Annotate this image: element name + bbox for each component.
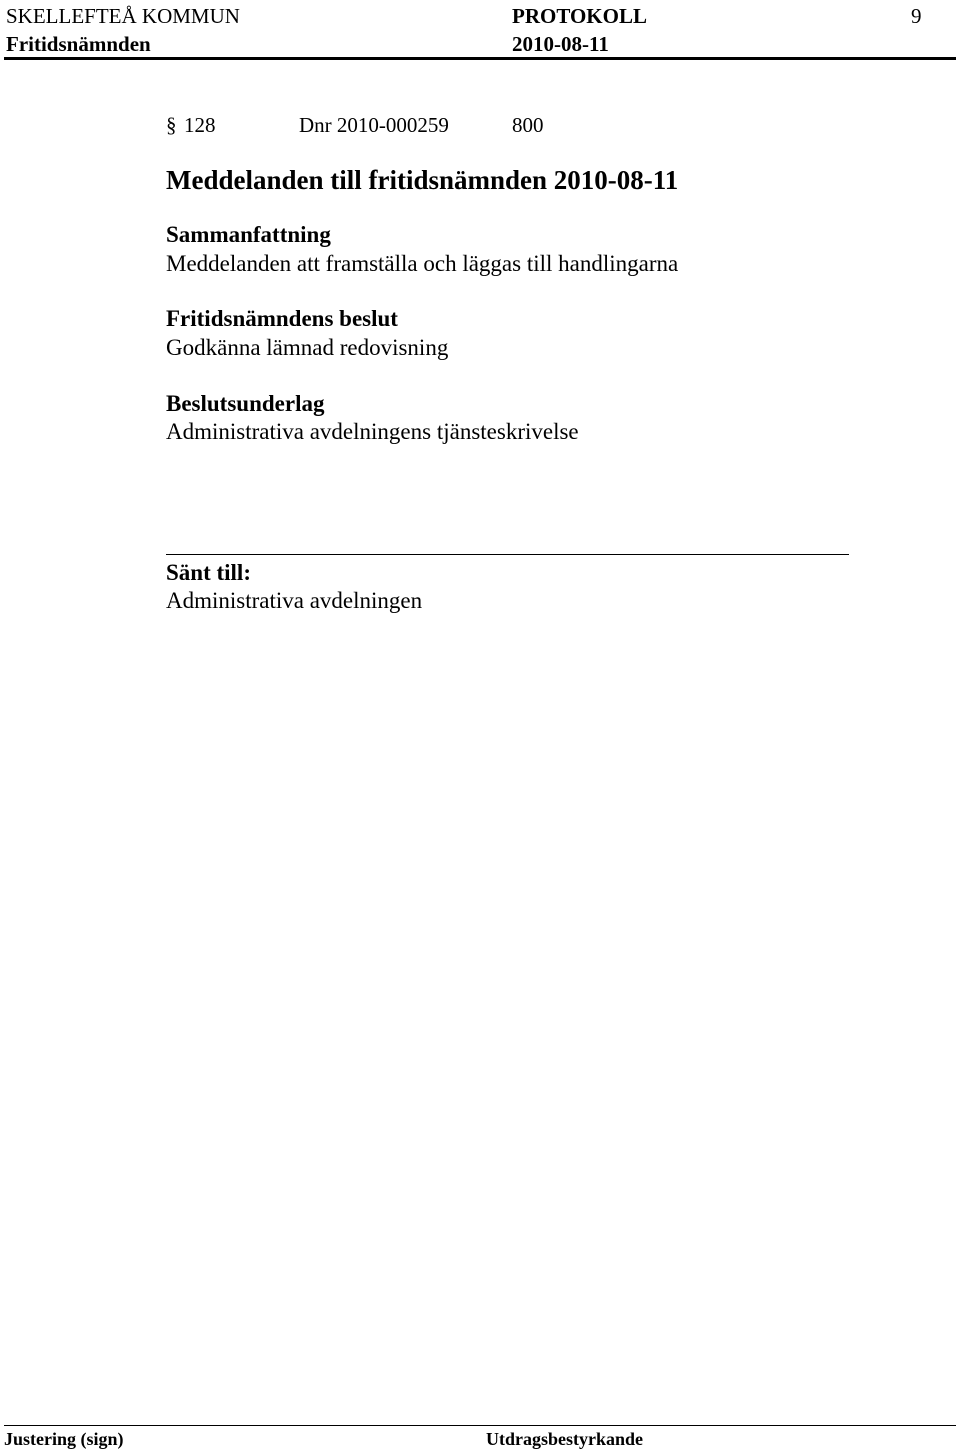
- distribution-recipient: Administrativa avdelningen: [166, 588, 423, 613]
- page-number: 9: [911, 4, 922, 28]
- summary-heading: Sammanfattning: [166, 222, 331, 247]
- paragraph-number: 128: [184, 113, 216, 137]
- committee-name: Fritidsnämnden: [6, 32, 151, 56]
- paragraph-symbol: §: [166, 113, 177, 137]
- basis-text: Administrativa avdelningens tjänsteskrivelse: [166, 419, 579, 444]
- item-title: Meddelanden till fritidsnämnden 2010-08-11: [166, 165, 679, 195]
- footer-justering: Justering (sign): [4, 1429, 124, 1449]
- decision-heading: Fritidsnämndens beslut: [166, 306, 398, 331]
- footer-rule: [4, 1425, 956, 1426]
- header-rule: [4, 57, 956, 60]
- meeting-date: 2010-08-11: [512, 32, 609, 56]
- classification-code: 800: [512, 113, 544, 137]
- decision-text: Godkänna lämnad redovisning: [166, 335, 449, 360]
- organization-name: SKELLEFTEÅ KOMMUN: [6, 4, 240, 28]
- footer-utdragsbestyrkande: Utdragsbestyrkande: [486, 1429, 644, 1449]
- basis-heading: Beslutsunderlag: [166, 391, 325, 416]
- distribution-rule: [166, 554, 849, 555]
- document-type: PROTOKOLL: [512, 4, 647, 28]
- diary-number: Dnr 2010-000259: [299, 113, 449, 137]
- distribution-heading: Sänt till:: [166, 560, 251, 585]
- summary-text: Meddelanden att framställa och läggas till handlingarna: [166, 251, 679, 276]
